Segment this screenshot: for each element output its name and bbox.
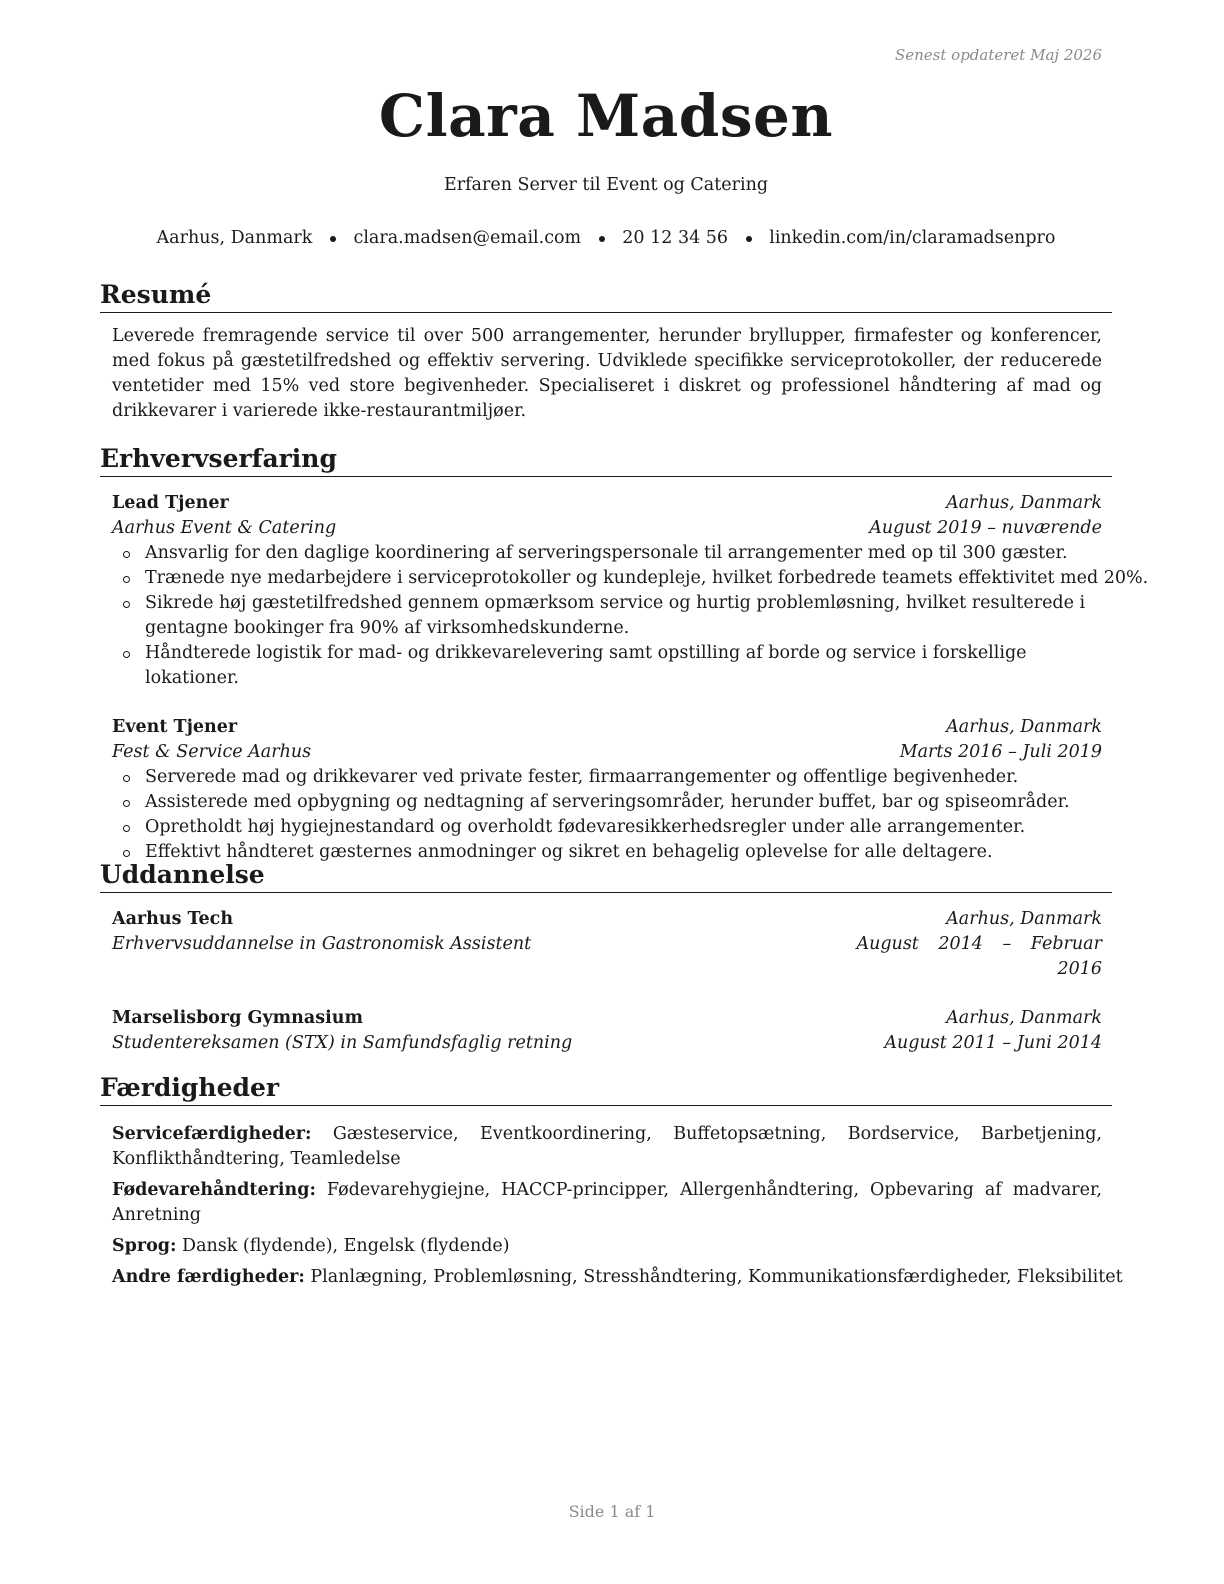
job-company: Aarhus Event & Catering (112, 518, 337, 538)
contact-phone: 20 12 34 56 (622, 228, 729, 248)
contact-linkedin[interactable]: linkedin.com/in/claramadsenpro (769, 228, 1056, 248)
education-section (100, 860, 1112, 1056)
skill-label: Servicefærdigheder: (112, 1124, 312, 1144)
school-dates-line1: August 2014 – Februar (856, 934, 1102, 954)
skill-group (112, 1234, 1102, 1259)
page-number: Side 1 af 1 (568, 1502, 656, 1521)
school-name: Marselisborg Gymnasium (112, 1008, 363, 1028)
list-item: Trænede nye medarbejdere i serviceprotokoller og kundepleje, hvilket forbedrede teamets effektivitet med 20%. (112, 566, 1112, 591)
list-item: Sikrede høj gæstetilfredshed gennem opmærksom service og hurtig problemløsning, hvilket resulterede i gentagne bookinger fra 90% af virksomhedskunderne. (112, 591, 1102, 641)
contact-location: Aarhus, Danmark (156, 228, 313, 248)
school-dates (856, 932, 1102, 982)
bullet-separator-icon (743, 228, 755, 248)
skill-group (112, 1122, 1102, 1172)
skill-group (112, 1265, 1123, 1290)
list-item: Effektivt håndteret gæsternes anmodninger og sikret en behagelig oplevelse for alle deltagere. (112, 840, 1102, 865)
experience-section (100, 444, 1149, 865)
bullet-separator-icon (327, 228, 339, 248)
section-title-summary: Resumé (100, 280, 1112, 313)
list-item: Serverede mad og drikkevarer ved private fester, firmaarrangementer og offentlige begivenheder. (112, 765, 1102, 790)
summary-section (100, 280, 1112, 424)
skill-text: Dansk (flydende), Engelsk (flydende) (182, 1236, 510, 1256)
education-entry (112, 907, 1102, 982)
job-bullets (112, 541, 1149, 691)
section-title-skills: Færdigheder (100, 1073, 1112, 1106)
skill-label: Sprog: (112, 1236, 177, 1256)
job-entry (112, 491, 1149, 691)
list-item: Opretholdt høj hygiejnestandard og overholdt fødevaresikkerhedsregler under alle arrangementer. (112, 815, 1102, 840)
list-item: Håndterede logistik for mad- og drikkevarelevering samt opstilling af borde og service i forskellige lokationer. (112, 641, 1102, 691)
bullet-separator-icon (596, 228, 608, 248)
education-entry (112, 1006, 1102, 1056)
job-company: Fest & Service Aarhus (112, 742, 312, 762)
list-item: Ansvarlig for den daglige koordinering af serveringspersonale til arrangementer med op til 300 gæster. (112, 541, 1102, 566)
skill-label: Fødevarehåndtering: (112, 1180, 316, 1200)
job-dates: August 2019 – nuværende (869, 518, 1102, 538)
skill-text: Fødevarehygiejne, HACCP-principper, Allergenhåndtering, Opbevaring af madvarer, Anretning (112, 1180, 1102, 1225)
skill-label: Andre færdigheder: (112, 1267, 305, 1287)
skills-section (100, 1073, 1123, 1296)
candidate-name: Clara Madsen (378, 82, 834, 150)
job-location: Aarhus, Danmark (946, 717, 1102, 737)
school-dates: August 2011 – Juni 2014 (884, 1033, 1102, 1053)
school-degree: Studentereksamen (STX) in Samfundsfaglig retning (112, 1033, 573, 1053)
skill-text: Gæsteservice, Eventkoordinering, Buffetopsætning, Bordservice, Barbetjening, Konflikthåndtering, Teamledelse (112, 1124, 1102, 1169)
job-entry (112, 715, 1102, 865)
job-role: Event Tjener (112, 717, 238, 737)
job-dates: Marts 2016 – Juli 2019 (899, 742, 1102, 762)
resume-page (100, 0, 1149, 1584)
job-role: Lead Tjener (112, 493, 229, 513)
school-dates-line2: 2016 (1057, 959, 1102, 979)
school-location: Aarhus, Danmark (946, 909, 1102, 929)
skill-group (112, 1178, 1102, 1228)
contact-email[interactable]: clara.madsen@email.com (353, 228, 582, 248)
school-degree: Erhvervsuddannelse in Gastronomisk Assistent (112, 934, 532, 954)
section-title-education: Uddannelse (100, 860, 1112, 893)
school-name: Aarhus Tech (112, 909, 234, 929)
summary-text: Leverede fremragende service til over 500 arrangementer, herunder bryllupper, firmafester og konferencer, med fokus på gæstetilfredshed og effektiv servering. Udviklede specifikke serviceprotokoller, der reducerede ventetider med 15% ved store begivenheder. Specialiseret i diskret og professionel håndtering af mad og drikkevarer i varierede ikke-restaurantmiljøer. (112, 326, 1102, 421)
list-item: Assisterede med opbygning og nedtagning af serveringsområder, herunder buffet, bar og spiseområder. (112, 790, 1102, 815)
job-location: Aarhus, Danmark (946, 493, 1102, 513)
section-title-experience: Erhvervserfaring (100, 444, 1112, 477)
contact-line (100, 228, 1112, 248)
tagline: Erfaren Server til Event og Catering (443, 175, 769, 195)
skill-text: Planlægning, Problemløsning, Stresshåndtering, Kommunikationsfærdigheder, Fleksibilitet (310, 1267, 1123, 1287)
school-location: Aarhus, Danmark (946, 1008, 1102, 1028)
job-bullets (112, 765, 1102, 865)
last-updated: Senest opdateret Maj 2026 (894, 46, 1102, 64)
skills-list (112, 1122, 1123, 1290)
